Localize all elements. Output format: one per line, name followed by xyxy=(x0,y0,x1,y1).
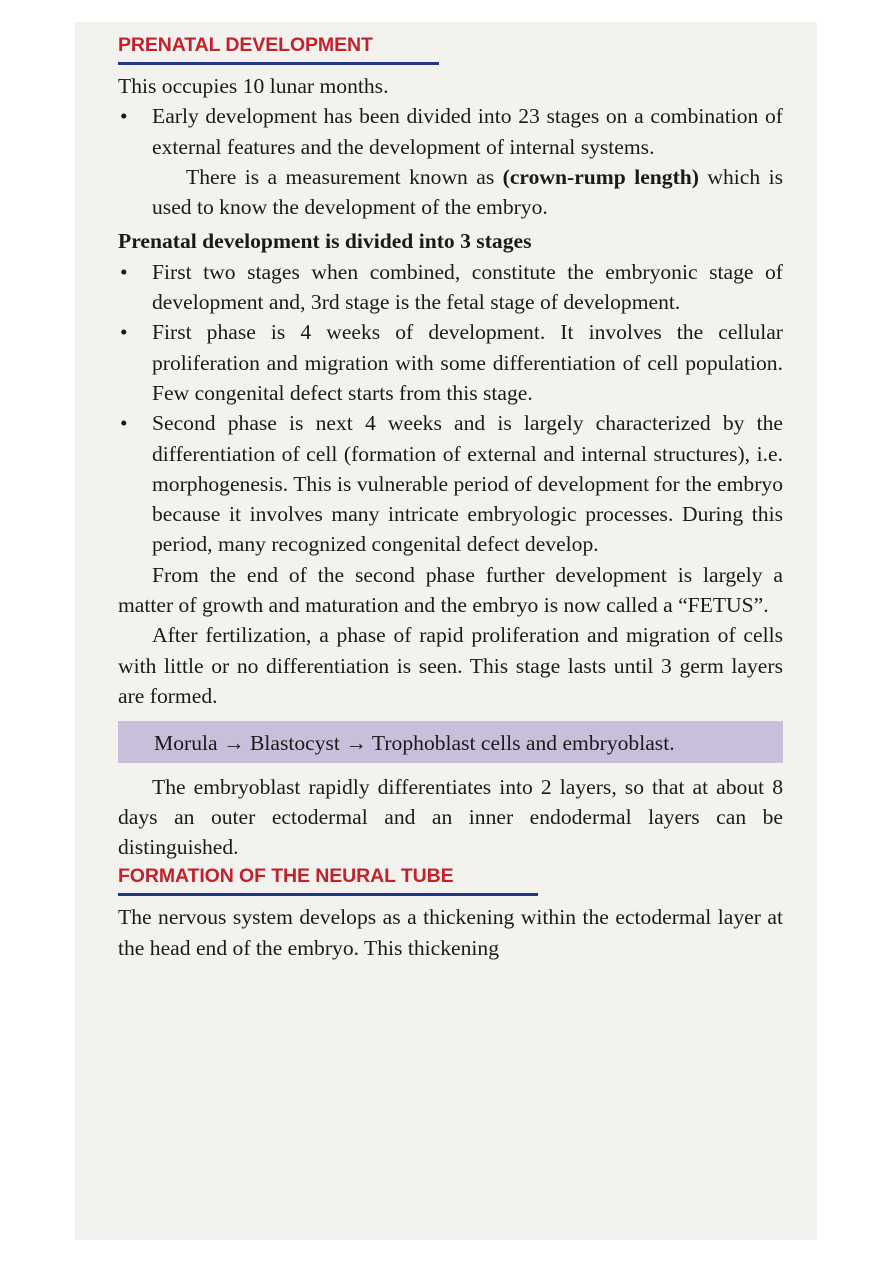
list-item xyxy=(118,257,783,318)
note-text-pre: There is a measurement known as xyxy=(186,164,503,189)
bullet-icon: • xyxy=(120,411,128,436)
paragraph-fertilization: After fertilization, a phase of rapid proliferation and migration of cells with little or no differentiation is seen. This stage lasts until 3 germ layers are formed. xyxy=(118,623,783,708)
subheading-three-stages: Prenatal development is divided into 3 stages xyxy=(118,229,532,254)
heading-underline xyxy=(118,893,538,896)
paragraph-fetus: From the end of the second phase further development is largely a matter of growth and maturation and the embryo is now called a “FETUS”. xyxy=(118,562,783,618)
paragraph-embryoblast: The embryoblast rapidly differentiates into 2 layers, so that at about 8 days an outer ectodermal and an inner endodermal layers can be distinguished. xyxy=(118,774,783,860)
paragraph-neural-tube: The nervous system develops as a thickening within the ectodermal layer at the head end of the embryo. This thickening xyxy=(118,905,783,960)
book-page xyxy=(75,22,817,1240)
heading-underline xyxy=(118,62,439,65)
bullet-text: First two stages when combined, constitute the embryonic stage of development and, 3rd stage is the fetal stage of development. xyxy=(152,259,783,315)
page-content xyxy=(118,31,783,963)
note-text-post: which is used to know the development of the embryo. xyxy=(152,164,783,220)
crown-rump-note xyxy=(118,162,783,223)
highlighted-sequence: Morula → Blastocyst → Trophoblast cells and embryoblast. xyxy=(118,721,783,762)
list-item xyxy=(118,408,783,559)
list-item xyxy=(118,101,783,162)
bullet-text: First phase is 4 weeks of development. It involves the cellular proliferation and migration with some differentiation of cell population. Few congenital defect starts from this stage. xyxy=(152,320,783,405)
bullet-text: Second phase is next 4 weeks and is largely characterized by the differentiation of cell (formation of external and internal structures), i.e. morphogenesis. This is vulnerable period of development for the embryo because it involves many intricate embryologic processes. During this period, many recognized congenital defect develop. xyxy=(152,411,783,557)
heading-prenatal-development: PRENATAL DEVELOPMENT xyxy=(118,34,373,56)
list-item xyxy=(118,317,783,408)
bullet-icon: • xyxy=(120,259,128,284)
stages-list xyxy=(118,257,783,560)
bullet-text: Early development has been divided into 23 stages on a combination of external features and the development of internal systems. xyxy=(152,104,783,159)
bullet-icon: • xyxy=(120,104,128,129)
early-development-list xyxy=(118,101,783,162)
intro-paragraph: This occupies 10 lunar months. xyxy=(118,74,389,98)
bullet-icon: • xyxy=(120,320,128,345)
heading-neural-tube: FORMATION OF THE NEURAL TUBE xyxy=(118,865,454,888)
note-text-bold: (crown-rump length) xyxy=(502,164,699,189)
